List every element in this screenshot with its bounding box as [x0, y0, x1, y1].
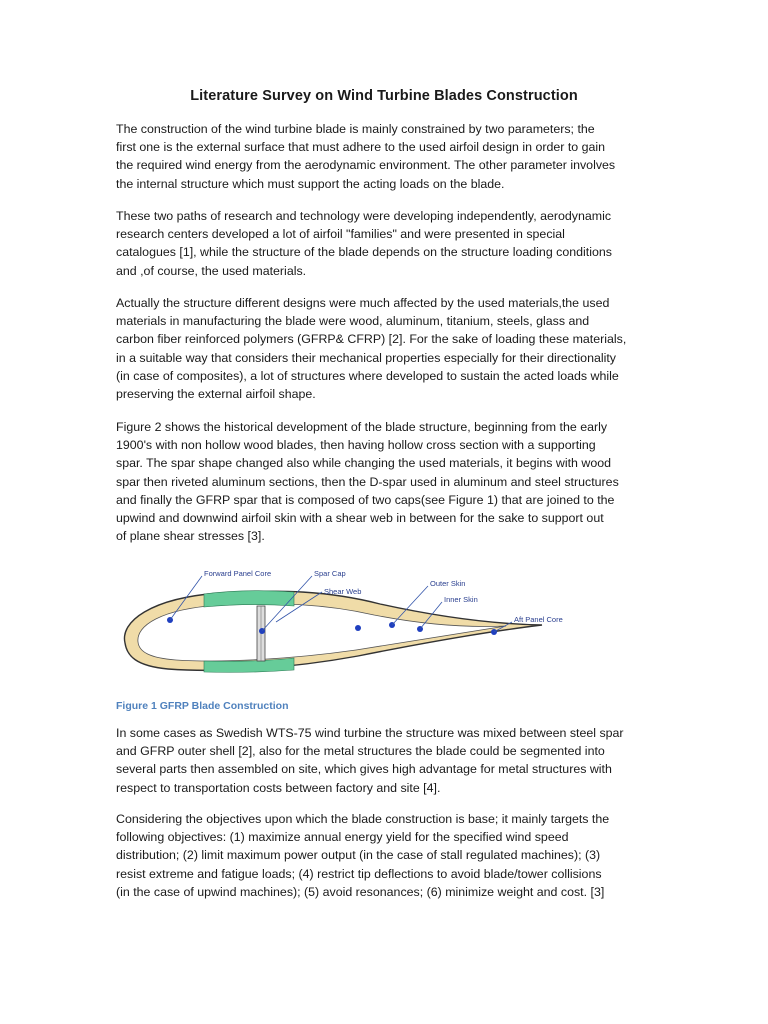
text-line: of plane shear stresses [3]. [116, 529, 265, 544]
text-line: The construction of the wind turbine blade is mainly constrained by two parameters; the [116, 122, 595, 136]
paragraph-2 [116, 207, 656, 280]
text-line: and finally the GFRP spar that is composed of two caps(see Figure 1) that are joined to the [116, 492, 615, 507]
label-shear-web: Shear Web [324, 587, 362, 596]
text-line: and ,of course, the used materials. [116, 263, 307, 278]
upper-spar-cap [204, 591, 294, 607]
blade-cross-section-figure [116, 562, 563, 688]
text-line: the internal structure which must support the acting loads on the blade. [116, 176, 505, 191]
text-line: spar. The spar shape changed also while changing the used materials, it begins with wood [116, 456, 612, 471]
blade-diagram [116, 562, 563, 688]
text-line: first one is the external surface that must adhere to the used airfoil design in order to gain [116, 140, 606, 155]
text-line: (in case of composites), a lot of structures where developed to sustain the acted loads while [116, 368, 619, 383]
inner-skin-shape [138, 604, 506, 661]
marker-mid [355, 625, 361, 631]
text-line: (in the case of upwind machines); (5) avoid resonances; (6) minimize weight and cost. [3] [116, 884, 605, 899]
text-line: and GFRP outer shell [2], also for the metal structures the blade could be segmented into [116, 744, 605, 759]
text-line: spar then riveted aluminum sections, then the D-spar used in aluminum and steel structures [116, 474, 619, 489]
label-outer-skin: Outer Skin [430, 579, 466, 588]
text-line: research centers developed a lot of airfoil "families" and were presented in special [116, 227, 565, 242]
paragraph-3 [116, 294, 656, 403]
text-line: materials in manufacturing the blade were wood, aluminum, titanium, steels, glass and [116, 314, 590, 329]
label-inner-skin: Inner Skin [444, 595, 478, 604]
text-line: upwind and downwind airfoil skin with a shear web in between for the sake to support out [116, 511, 604, 526]
text-line: Considering the objectives upon which the blade construction is base; it mainly targets the [116, 812, 610, 826]
text-line: preserving the external airfoil shape. [116, 387, 316, 402]
text-line: 1900's with non hollow wood blades, then having hollow cross section with a supporting [116, 438, 596, 453]
text-line: the required wind energy from the aerodynamic environment. The other parameter involves [116, 158, 616, 173]
text-line: resist extreme and fatigue loads; (4) restrict tip deflections to avoid blade/tower collisions [116, 866, 602, 881]
document-title: Literature Survey on Wind Turbine Blades Construction [190, 88, 578, 104]
figure-caption: Figure 1 GFRP Blade Construction [116, 700, 289, 712]
text-line: These two paths of research and technology were developing independently, aerodynamic [116, 209, 612, 223]
text-line: catalogues [1], while the structure of the blade depends on the structure loading conditions [116, 245, 612, 260]
text-line: carbon fiber reinforced polymers (GFRP& CFRP) [2]. For the sake of loading these materials, [116, 332, 627, 347]
paragraph-4 [116, 418, 656, 545]
text-line: Figure 2 shows the historical development of the blade structure, beginning from the early [116, 420, 608, 434]
text-line: In some cases as Swedish WTS-75 wind turbine the structure was mixed between steel spar [116, 726, 624, 740]
paragraph-1 [116, 120, 656, 193]
text-line: respect to transportation costs between factory and site [4]. [116, 780, 441, 795]
text-line: Actually the structure different designs were much affected by the used materials,the used [116, 296, 610, 310]
text-line: in a suitable way that considers their mechanical properties especially for their directionality [116, 350, 616, 365]
text-line: distribution; (2) limit maximum power output (in the case of stall regulated machines); (3) [116, 848, 601, 863]
label-forward-panel-core: Forward Panel Core [204, 569, 272, 578]
text-line: following objectives: (1) maximize annual energy yield for the specified wind speed [116, 830, 569, 845]
label-aft-panel-core: Aft Panel Core [514, 615, 563, 624]
paragraph-5 [116, 724, 656, 797]
text-line: several parts then assembled on site, which gives high advantage for metal structures with [116, 762, 612, 777]
label-spar-cap: Spar Cap [314, 569, 346, 578]
paragraph-6 [116, 810, 656, 901]
